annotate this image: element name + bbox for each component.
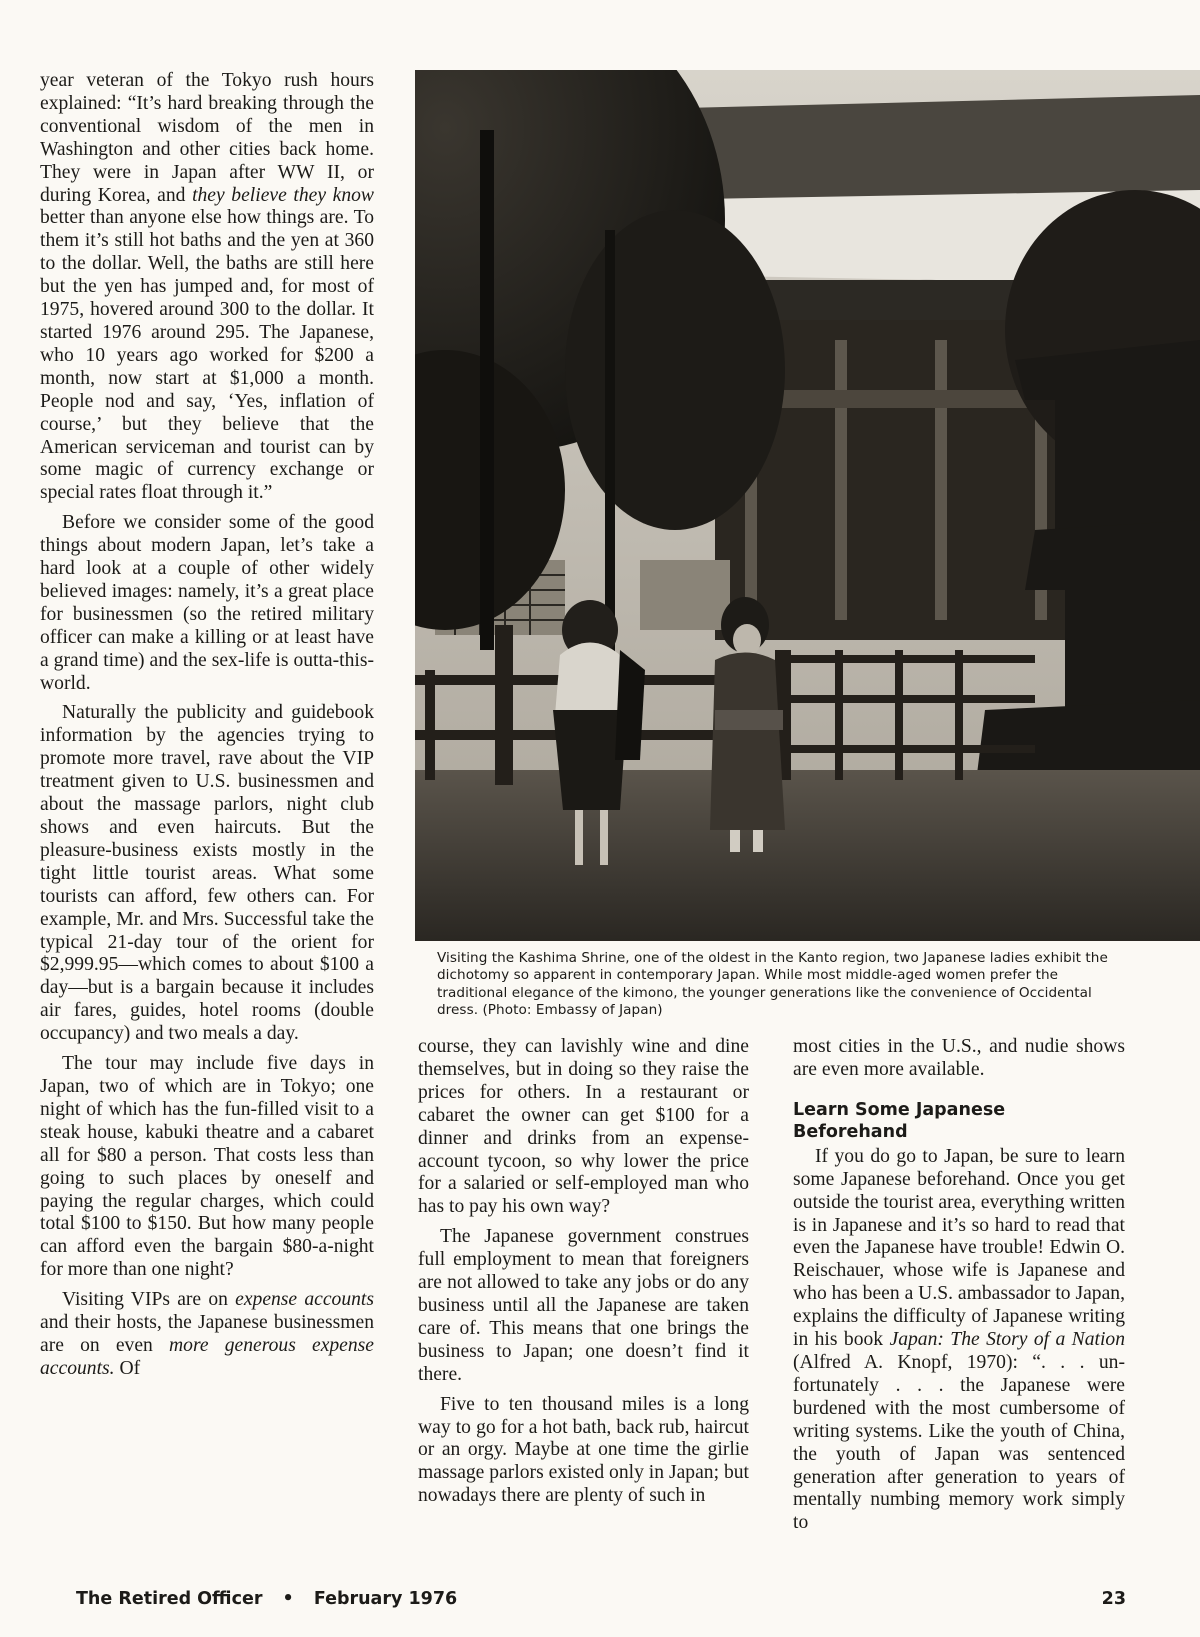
bullet-separator: • bbox=[282, 1589, 294, 1609]
publication-line bbox=[76, 1589, 457, 1609]
paragraph: Five to ten thousand miles is a long way to go for a hot bath, back rub, haircut or an orgy. Maybe at one time the girlie massage parlors existed only in Japan; but nowadays there are plenty of such in bbox=[418, 1393, 749, 1507]
article-column-3 bbox=[793, 1036, 1125, 1542]
paragraph: most cities in the U.S., and nudie shows are even more available. bbox=[793, 1036, 1125, 1080]
page-footer bbox=[76, 1589, 1126, 1615]
paragraph: Visiting VIPs are on expense accounts and their hosts, the Japanese businessmen are on even more generous expense accounts. Of bbox=[40, 1289, 375, 1379]
issue-date: February 1976 bbox=[313, 1589, 458, 1609]
photo-caption: Visiting the Kashima Shrine, one of the oldest in the Kanto region, two Japanese ladies exhibit the dichotomy so apparent in contemporary Japan. While most middle-aged women prefer the traditional elegance of the kimono, the younger generations like the convenience of Occidental dress. (Photo: Embassy of Japan) bbox=[437, 950, 1108, 1019]
shrine-photo bbox=[415, 70, 1200, 941]
article-column-2 bbox=[418, 1036, 749, 1515]
paragraph: Naturally the publicity and guidebook information by the agencies trying to promote more travel, rave about the VIP treatment given to U.S. businessmen and about the massage parlors, night club shows and even haircuts. But the pleasure-business exists mostly in the tight little tourist areas. What some tourists can afford, few others can. For example, Mr. and Mrs. Successful take the typical 21-day tour of the orient for $2,999.95—which comes to about $100 a day—but is a bargain because it includes air fares, guides, hotel rooms (double occupancy) and two meals a day. bbox=[40, 702, 374, 1045]
article-column-1 bbox=[40, 70, 374, 1388]
paragraph: course, they can lavishly wine and dine themselves, but in doing so they raise the prices for others. In a restaurant or cabaret the owner can get $100 for a dinner and drinks from an expense-account tycoon, so why lower the price for a salaried or self-employed man who has to pay his own way? bbox=[418, 1036, 749, 1218]
paragraph: The tour may include five days in Japan, two of which are in Tokyo; one night of which has the fun-filled visit to a steak house, kabuki theatre and a cabaret all for $80 a person. That costs less than going to such places by oneself and paying the regular charges, which could total $100 to $150. But how many people can afford even the bargain $80-a-night for more than one night? bbox=[40, 1053, 374, 1281]
paragraph: If you do go to Japan, be sure to learn some Japanese beforehand. Once you get outside the tourist area, everything written is in Japanese and it’s so hard to read that even the Japanese have trouble! Edwin O. Reischauer, whose wife is Japanese and who has been a U.S. ambassador to Japan, explains the difficulty of Japanese writing in his book Japan: The Story of a Nation (Alfred A. Knopf, 1970): “. . . unfortunately . . . the Japanese were burdened with the most cumbersome of writing systems. Like the youth of China, the youth of Japan was sentenced generation after generation to years of mentally numbing memory work simply to bbox=[793, 1145, 1126, 1534]
publication-name: The Retired Officer bbox=[76, 1589, 263, 1609]
page-number: 23 bbox=[1101, 1589, 1126, 1609]
paragraph: Before we consider some of the good things about modern Japan, let’s take a hard look at a couple of other widely believed images: namely, it’s a great place for businessmen (so the retired military officer can make a killing or at least have a grand time) and the sex-life is outta-this-world. bbox=[40, 512, 374, 694]
section-heading: Learn Some Japanese Beforehand bbox=[793, 1099, 1006, 1142]
paragraph: year veteran of the Tokyo rush hours explained: “It’s hard breaking through the conventional wisdom of the men in Washington and other cities back home. They were in Japan after WW II, or during Korea, and they believe they know better than anyone else how things are. To them it’s still hot baths and the yen at 360 to the dollar. Well, the baths are still here but the yen has jumped and, for most of 1975, hovered around 300 to the dollar. It started 1976 around 295. The Japanese, who 10 years ago worked for $200 a month, now start at $1,000 a month. People nod and say, ‘Yes, inflation of course,’ but they believe that the American serviceman and tourist can by some magic of currency exchange or special rates float through it.” bbox=[40, 70, 374, 504]
paragraph: The Japanese government construes full employment to mean that foreigners are not allowed to take any jobs or do any business until all the Japanese are taken care of. This means that one brings the business to Japan; one doesn’t find it there. bbox=[418, 1226, 749, 1385]
